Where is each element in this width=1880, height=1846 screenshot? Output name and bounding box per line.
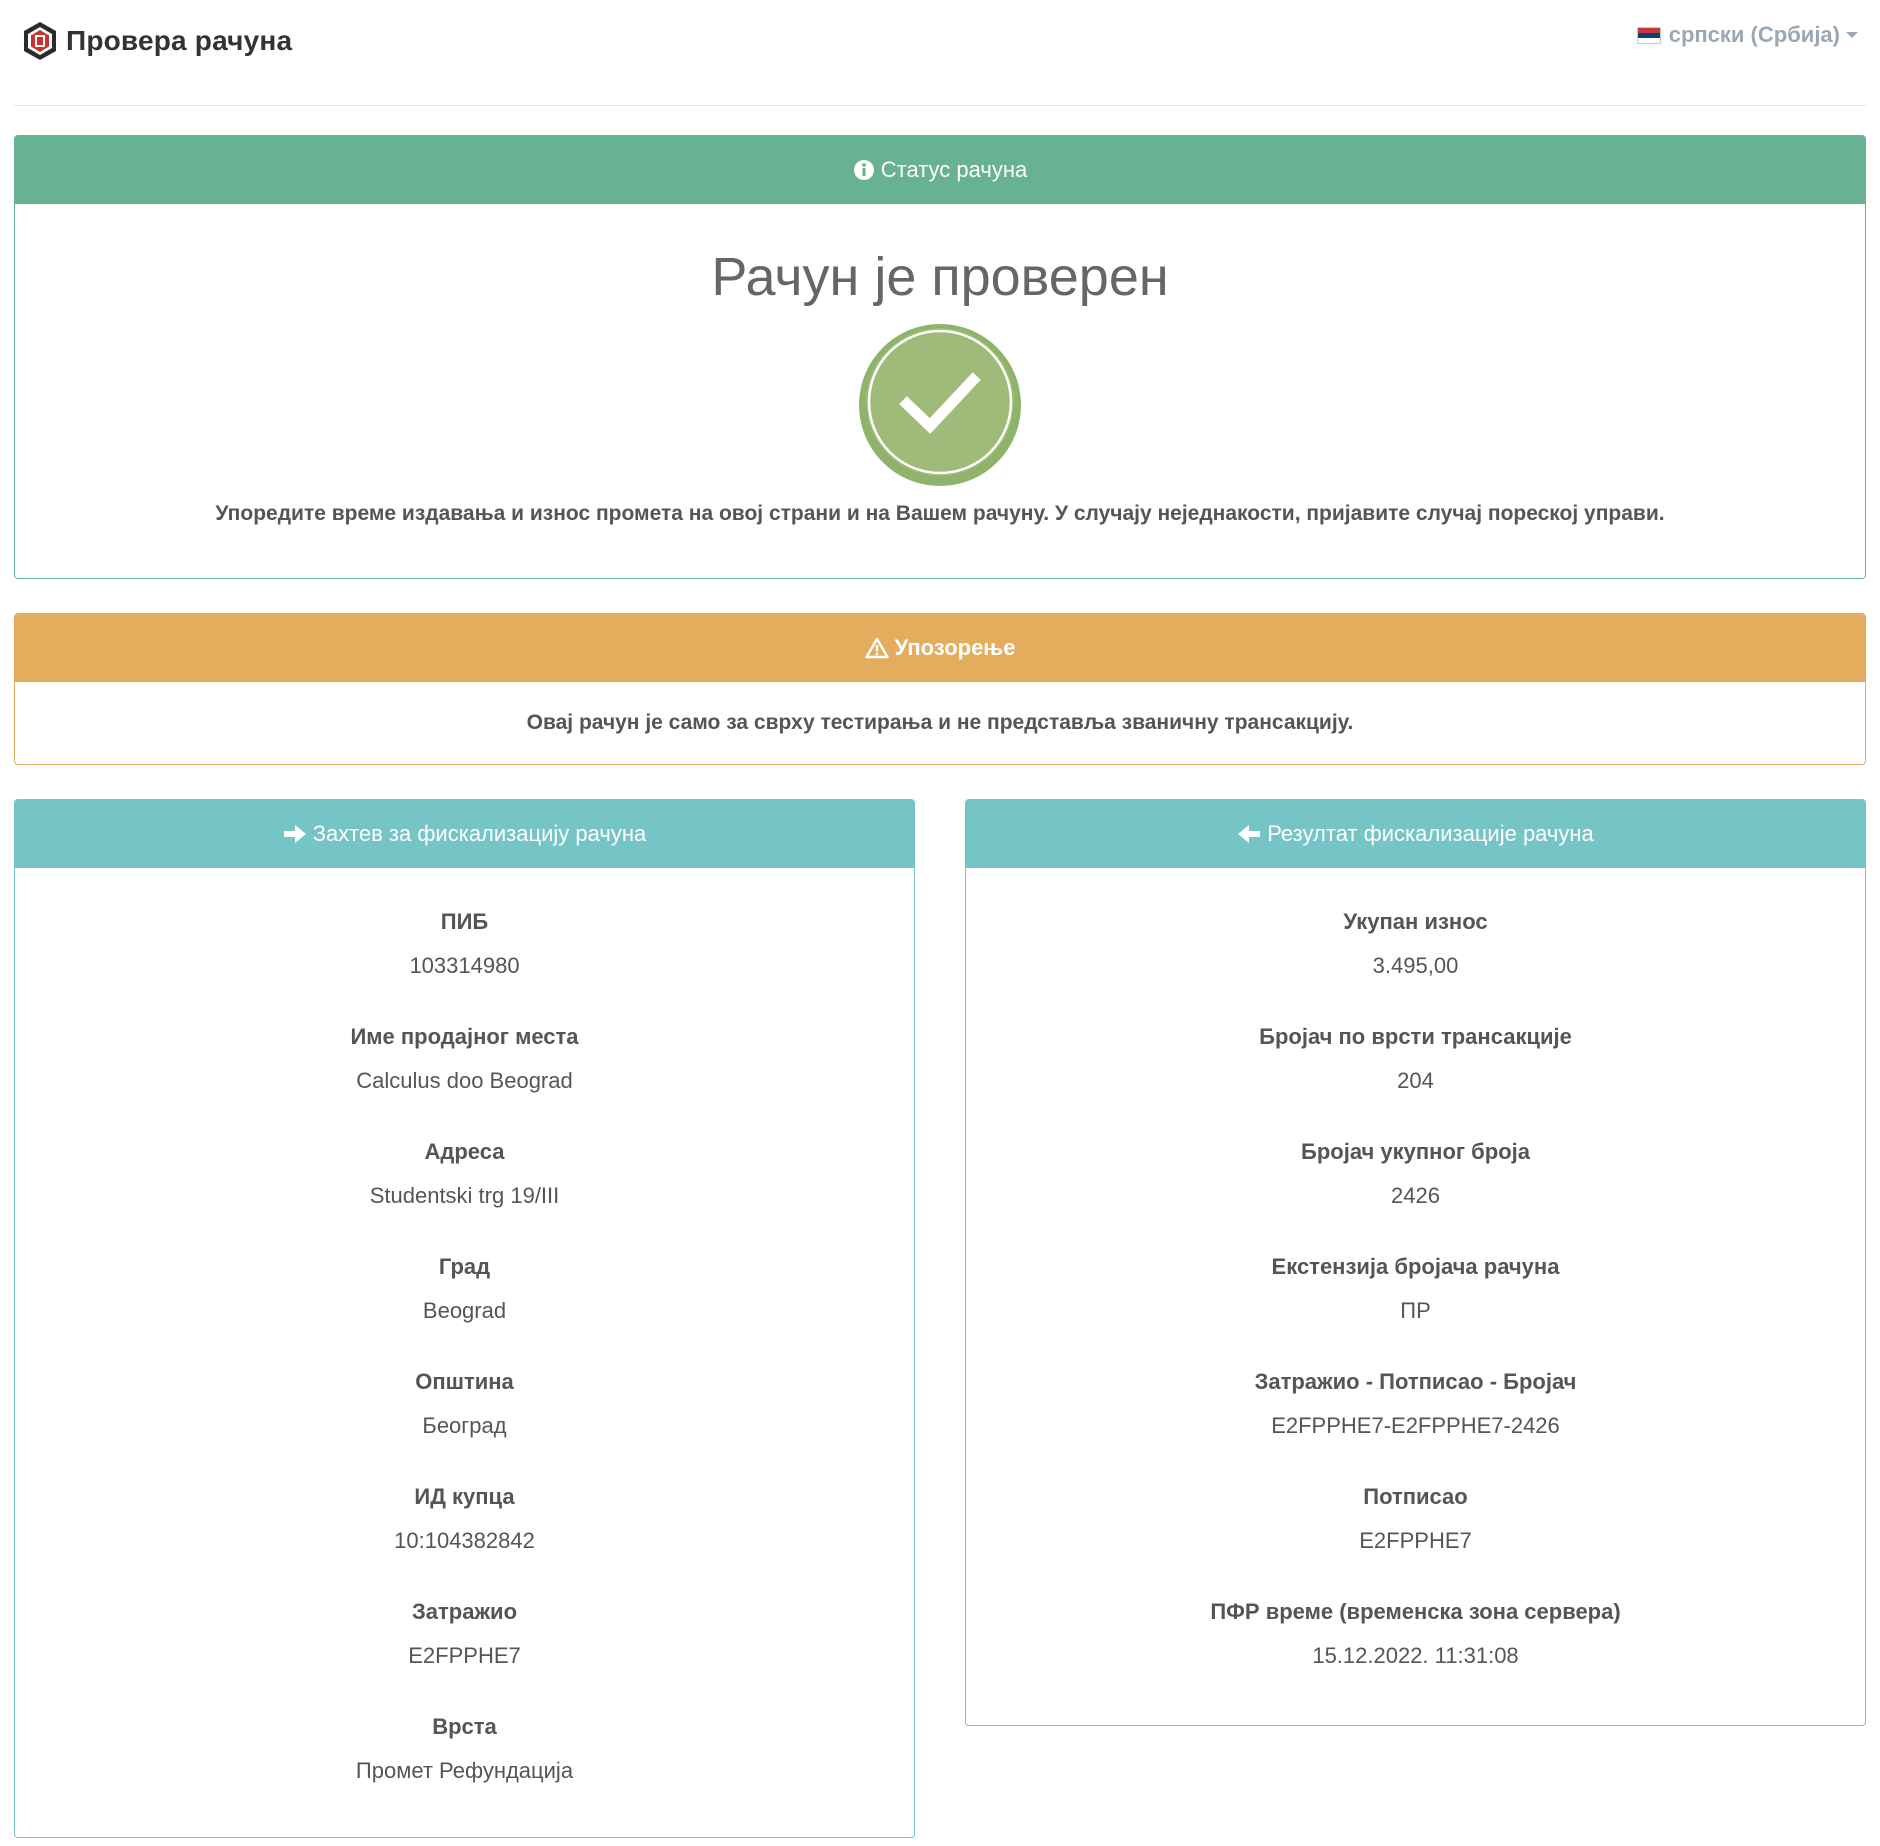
- field-label: Општина: [415, 1369, 514, 1394]
- field-value: 15.12.2022. 11:31:08: [1312, 1643, 1519, 1668]
- field-label: Име продајног места: [350, 1024, 579, 1049]
- request-panel: [14, 799, 915, 1838]
- field-value: E2FPPHE7: [408, 1643, 521, 1668]
- result-field-list: [966, 868, 1865, 1712]
- field-label: Град: [438, 1254, 491, 1279]
- warning-triangle-icon: [865, 637, 889, 659]
- brand[interactable]: [20, 20, 292, 62]
- info-circle-icon: [853, 159, 875, 181]
- warning-panel-header: [15, 614, 1865, 682]
- language-label: српски (Србија): [1668, 22, 1840, 47]
- field-label: Врста: [432, 1714, 497, 1739]
- arrow-left-icon: [1237, 824, 1261, 844]
- status-title: Рачун је проверен: [711, 247, 1169, 307]
- field-row: [15, 1252, 914, 1367]
- field-row: [966, 1597, 1865, 1712]
- header-divider: [14, 105, 1866, 106]
- arrow-right-icon: [283, 824, 307, 844]
- request-panel-heading: Захтев за фискализацију рачуна: [312, 821, 647, 846]
- checkmark-icon: [857, 322, 1023, 488]
- field-label: ПФР време (временска зона сервера): [1210, 1599, 1621, 1624]
- field-label: Адреса: [424, 1139, 505, 1164]
- field-value: Beograd: [422, 1298, 507, 1323]
- top-navbar: [0, 0, 1880, 108]
- app-title: Провера рачуна: [66, 25, 293, 56]
- field-row: [966, 1252, 1865, 1367]
- result-panel-heading: Резултат фискализације рачуна: [1267, 821, 1594, 846]
- tax-authority-logo-icon: [20, 20, 60, 62]
- field-row: [15, 1022, 914, 1137]
- field-value: 3.495,00: [1372, 953, 1459, 978]
- field-row: [15, 907, 914, 1022]
- request-panel-header: [15, 800, 914, 868]
- field-row: [966, 1367, 1865, 1482]
- field-label: ПИБ: [440, 909, 489, 934]
- status-panel-header: [15, 136, 1865, 204]
- field-row: [15, 1482, 914, 1597]
- status-message: Упоредите време издавања и износ промета на овој страни и на Вашем рачуну. У случају неједнакости, пријавите случај пореској управи.: [215, 502, 1665, 525]
- field-label: Затражио - Потписао - Бројач: [1254, 1369, 1577, 1394]
- field-label: Затражио: [411, 1599, 518, 1624]
- warning-message: Овај рачун је само за сврху тестирања и не представља званичну трансакцију.: [526, 711, 1354, 734]
- field-value: 103314980: [409, 953, 520, 978]
- field-value: Calculus doo Beograd: [356, 1068, 573, 1093]
- field-value: E2FPPHE7: [1359, 1528, 1472, 1553]
- field-row: [966, 1022, 1865, 1137]
- field-label: Екстензија бројача рачуна: [1271, 1254, 1560, 1279]
- result-panel: [965, 799, 1866, 1726]
- field-value: Београд: [422, 1413, 507, 1438]
- field-label: Укупан износ: [1343, 909, 1488, 934]
- status-panel-heading: Статус рачуна: [880, 157, 1028, 182]
- field-value: E2FPPHE7-E2FPPHE7-2426: [1271, 1413, 1560, 1438]
- result-panel-header: [966, 800, 1865, 868]
- serbia-flag-icon: [1637, 27, 1661, 44]
- field-value: 204: [1397, 1068, 1434, 1093]
- field-value: 10:104382842: [394, 1528, 535, 1553]
- field-row: [966, 907, 1865, 1022]
- chevron-down-icon: [1846, 32, 1858, 38]
- field-value: Studentski trg 19/III: [369, 1183, 560, 1208]
- field-label: Потписао: [1363, 1484, 1468, 1509]
- field-row: [966, 1137, 1865, 1252]
- status-panel: [14, 135, 1866, 579]
- field-label: Бројач укупног броја: [1301, 1139, 1530, 1164]
- field-row: [15, 1367, 914, 1482]
- field-row: [966, 1482, 1865, 1597]
- warning-panel: [14, 613, 1866, 765]
- field-label: Бројач по врсти трансакције: [1259, 1024, 1572, 1049]
- request-field-list: [15, 868, 914, 1827]
- field-row: [15, 1137, 914, 1252]
- field-value: ПР: [1400, 1298, 1431, 1323]
- language-selector[interactable]: [1637, 22, 1858, 48]
- field-value: Промет Рефундација: [355, 1758, 574, 1783]
- field-row: [15, 1712, 914, 1827]
- field-label: ИД купца: [414, 1484, 515, 1509]
- field-row: [15, 1597, 914, 1712]
- warning-panel-heading: Упозорење: [894, 635, 1016, 660]
- field-value: 2426: [1391, 1183, 1440, 1208]
